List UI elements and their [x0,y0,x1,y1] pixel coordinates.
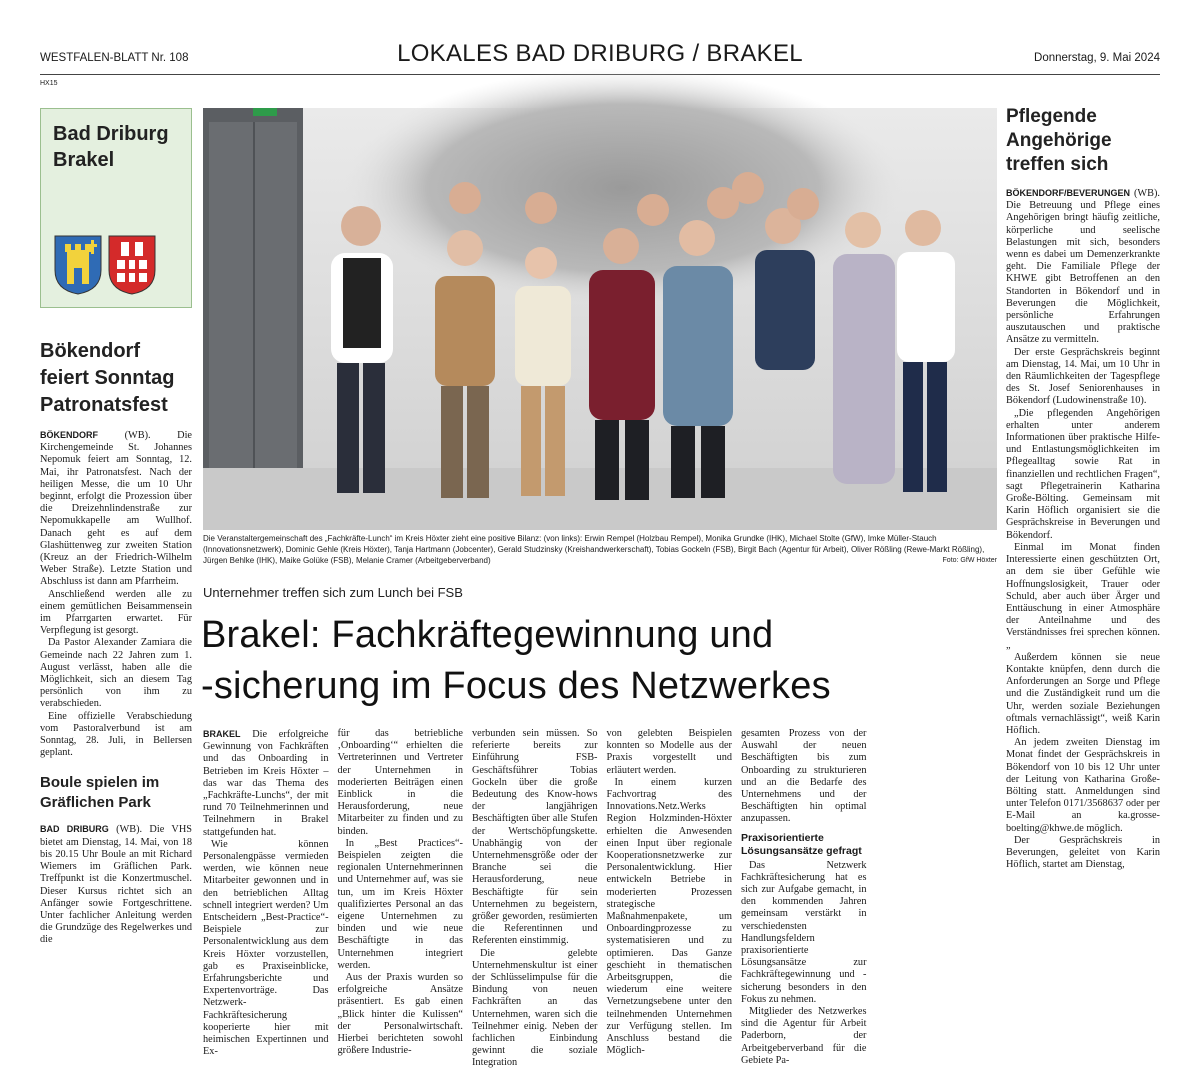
group-photo-illustration [203,108,997,530]
article-paragraph: „Die pflegenden Angehörigen erhalten unter anderem Informationen über praktische Hilfe- und Entlastungsmöglichkeiten im Pflegealltag sowie Rat in finanziellen und rechtlichen Fragen“, sagt Pflegetrainerin Katharina Große-Bölting. Gemeinsam mit Karin Höflich organisiert sie die Gesprächskreise in Beverungen und Bökendorf. [1006,407,1160,541]
region-title [53,121,169,173]
main-headline-line1: Brakel: Fachkräftegewinnung und [201,614,774,656]
article-paragraph: von gelebten Beispielen konnten so Modelle aus der Praxis vorgestellt und erläutert werden. [606,728,732,776]
article-column [472,728,598,1069]
article-paragraph: Anschließend werden alle zu einem gemütlichen Beisammensein im Pfarrgarten erwartet. Für Verpflegung ist gesorgt. [40,588,192,637]
photo-credit: Foto: GfW Höxter [942,557,997,564]
caption-text: Die Veranstaltergemeinschaft des „Fachkräfte-Lunch“ im Kreis Höxter zieht eine positive Bilanz: (von links): Erwin Rempel (Holzbau Rempel), Monika Grundke (IHK), Michael Stolte (GfW), Imke Müller-Stauch (Innovationsnetzwerk), Dominic Gehle (Kreis Höxter), Tanja Hartmann (Jobcenter), Gerald Studzinsky (Kreishandwerkerschaft), Tobias Gockeln (FSB), Birgit Bach (Agentur für Arbeit), Oliver Rößling (Rewe-Markt Rößling), Jürgen Behlke (IHK), Maike Golüke (FSB), Melanie Cramer (Arbeitgeberverband) [203,534,985,565]
left-column [40,108,192,1039]
article-paragraph: Mitglieder des Netzwerkes sind die Agentur für Arbeit Paderborn, der Arbeitgeberverband für die Gebiete Pa- [741,1006,867,1066]
boule-article [40,823,192,946]
coats-of-arms [53,234,157,296]
article-paragraph: In einem kurzen Fachvortrag des Innovations.Netz.Werks Region Holzminden-Höxter erhielten die Anwesenden einen Input über regionale Kooperationsnetzwerke zur Personalentwicklung. Hier entwickeln Betriebe in moderierten Prozessen strategische Maßnahmenpakete, um Onboardingprozesse zu systematisieren und zu optimieren. Das Ganze geschieht in thematischen Arbeitsgruppen, die wiederum eine weitere Vernetzungsebene unter den teilnehmenden Unternehmen zur Verfügung stellen. Im Anschluss bestand die Möglich- [606,776,732,1057]
pflege-headline: Pflegende Angehörige treffen sich [1006,106,1112,175]
section-title: LOKALES BAD DRIBURG / BRAKEL [397,40,803,67]
right-column [1006,105,1160,1039]
group-photo [203,108,997,530]
bokendorf-article [40,429,192,759]
brakel-crest-icon [107,234,157,296]
article-paragraph: Eine offizielle Verabschiedung vom Pastoralverbund ist am Sonntag, 28. Juli, in Bellersen geplant. [40,710,192,759]
paper-name: WESTFALEN-BLATT Nr. 108 [40,52,189,64]
dateline: BÖKENDORF/BEVERUNGEN [1006,188,1131,198]
article-paragraph: BÖKENDORF (WB). Die Kirchengemeinde St. Johannes Nepomuk feiert am Sonntag, 12. Mai, ihr Patronatsfest. Nach der heiligen Messe, die um 10 Uhr beginnt, erfolgt die Prozession über die Dreizehnlindenstraße zur Nepomukkapelle am Wullhof. Danach geht es auf dem Glashüttenweg zur zweiten Station (Kreuz an der Friedrich-Wilhelm Weber Straße). Letzte Station und Abschluss ist dann am Pfarrheim. [40,430,192,588]
article-subheading: Praxisorientierte Lösungsansätze gefragt [741,831,862,857]
article-column [203,728,329,1058]
article-paragraph: Der erste Gesprächskreis beginnt am Dienstag, 14. Mai, um 10 Uhr in den Räumlichkeiten der Tagespflege des St. Josef Seniorenhauses in Bökendorf (Ludowinenstraße 10). [1006,346,1160,407]
main-headline [201,610,1001,712]
photo-caption [203,533,997,566]
bad-driburg-crest-icon [53,234,103,296]
article-paragraph: BRAKEL Die erfolgreiche Gewinnung von Fachkräften und das Onboarding in Betrieben im Kreis Höxter – das war das Thema des „Fachkräfte-Lunchs“, der mit rund 70 Teilnehmerinnen und Teilnehmern in Brakel stattgefunden hat. [203,729,329,838]
issue-date: Donnerstag, 9. Mai 2024 [1034,52,1160,64]
main-article-body [203,728,999,1069]
main-headline-line2: -sicherung im Focus des Netzwerkes [201,665,831,707]
article-paragraph: gesamten Prozess von der Auswahl der neuen Beschäftigten bis zum Onboarding zu strukturieren und an die Bedarfe des Unternehmens und der Beschäftigten hin optimal anzupassen. [741,728,867,825]
article-paragraph: BAD DRIBURG (WB). Die VHS bietet am Dienstag, 14. Mai, von 18 bis 20.15 Uhr Boule an mit Richard Wiemers im Gräflichen Park. Treffpunkt ist die Konzertmuschel. Dieser Kursus richtet sich an Anfänger sowie Fortgeschrittene. Unter fachlicher Anleitung werden die Grundzüge des Regelwerkes und die [40,824,193,946]
dateline: BRAKEL [203,729,241,739]
boule-headline: Boule spielen im Gräflichen Park [40,774,160,812]
article-paragraph: Außerdem können sie neue Kontakte knüpfen, denn durch die Anforderungen an Sorge und Pflege und die Zuständigkeit rund um die Uhr, werden soziale Beziehungen oftmals vernachlässigt“, weiß Karin Höflich. [1006,651,1160,736]
bokendorf-headline: Bökendorf feiert Sonntag Patronatsfest [40,340,175,416]
article-paragraph: Wie können Personalengpässe vermieden werden, wie können neue Mitarbeiter gewonnen und in den betrieblichen Alltag schnell integriert werden? Um Entscheidern „Best-Practice“-Beispiele zur Personalentwicklung aus dem Kreis Höxter vorzustellen, gab es Praxiseinblicke, Erfahrungsberichte und Expertenvorträge. Das Netzwerk-Fachkräftesicherung kooperierte hier mit heimischen Expertinnen und Ex- [203,838,329,1058]
page-code: HX15 [40,80,58,87]
region-title-line1: Bad Driburg [53,123,169,145]
dateline: BÖKENDORF [40,430,98,440]
article-paragraph: Aus der Praxis wurden so erfolgreiche Ansätze präsentiert. Es gab einen „Blick hinter die Kulissen“ der Personalwirtschaft. Hierbei berichteten sowohl größere Industrie- [337,972,463,1057]
pflege-article [1006,187,1160,871]
dateline: BAD DRIBURG [40,824,109,835]
article-column [606,728,733,1057]
article-paragraph: für das betriebliche ‚Onboarding‘“ erhielten die Vertreterinnen und Vertreter der Unternehmen in moderierten Beiträgen einen Einblick in die Herausforderung, neue Mitarbeiter zu finden und zu binden. [337,728,463,837]
article-paragraph: Die gelebte Unternehmenskultur ist einer der Schlüsselimpulse für die Bindung von neuen Fachkräften an das Unternehmen, waren sich die Teilnehmer einig. Neben der fachlichen Einbindung gewinnt die soziale Integration [472,947,598,1069]
region-box [40,108,192,308]
kicker: Unternehmer treffen sich zum Lunch bei FSB [203,585,463,600]
article-paragraph: verbunden sein müssen. So referierte bereits zur Einführung FSB-Geschäftsführer Tobias Gockeln über die große Bedeutung des Know-hows der langjährigen Beschäftigten über alle Stufen der Wertschöpfungskette. Unabhängig von der Unternehmensgröße oder der Branche sei die Herausforderung, neue Beschäftigte für sein Unternehmen zu begeistern, größer geworden, resümierten die Referentinnen und Referenten einstimmig. [472,728,598,947]
article-paragraph: Das Netzwerk Fachkräftesicherung hat es sich zur Aufgabe gemacht, in den kommenden Jahren gemeinsam verstärkt in verschiedensten Handlungsfeldern praxisorientierte Lösungsansätze zur Fachkräftegewinnung und -sicherung besonders in den Fokus zu nehmen. [741,859,867,1005]
article-column [337,728,464,1057]
article-column [741,728,867,1066]
article-paragraph: Da Pastor Alexander Zamiara die Gemeinde nach 22 Jahren zum 1. August verlässt, haben alle die Möglichkeit, sich an diesem Tag persönlich von ihm zu verabschieden. [40,637,192,710]
region-title-line2: Brakel [53,149,115,171]
article-paragraph: Einmal im Monat finden Interessierte einen geschützten Ort, an dem sie über Gefühle wie Hoffnungslosigkeit, Trauer oder Schuld, aber auch über Ärger und Enttäuschung in einer Atmosphäre der Anteilnahme und des Verständnisses frei sprechen können.„ [1006,541,1160,651]
article-paragraph: In „Best Practices“-Beispielen zeigten die regionalen Unternehmerinnen und Unternehmer auf, was sie tun, um im Kreis Höxter qualifiziertes Personal an das eigene Unternehmen zu binden und wie neue Beschäftigte in das Unternehmen integriert werden. [337,837,463,971]
article-paragraph: Der Gesprächskreis in Beverungen, geleitet von Karin Höflich, startet am Dienstag, [1006,834,1160,871]
article-paragraph: BÖKENDORF/BEVERUNGEN (WB). Die Betreuung und Pflege eines Angehörigen bringt häufig zeitliche, körperliche und seelische Belastungen mit sich, besonders wenn es dabei um Demenzerkrankte geht. Die Familiale Pflege der KHWE gibt Betroffenen an den Standorten in Bökendorf und in Beverungen die Möglichkeit, persönliche Erfahrungen auszutauschen und praktische Ansätze zu vermitteln. [1006,188,1160,346]
article-paragraph: An jedem zweiten Dienstag im Monat findet der Gesprächskreis in Bökendorf von 10 bis 12 Uhr unter der Leitung von Katharina Große-Bölting statt. Anmeldungen sind unter Telefon 0171/3568637 oder per E-Mail an ka.grosse-boelting@khwe.de möglich. [1006,737,1160,834]
